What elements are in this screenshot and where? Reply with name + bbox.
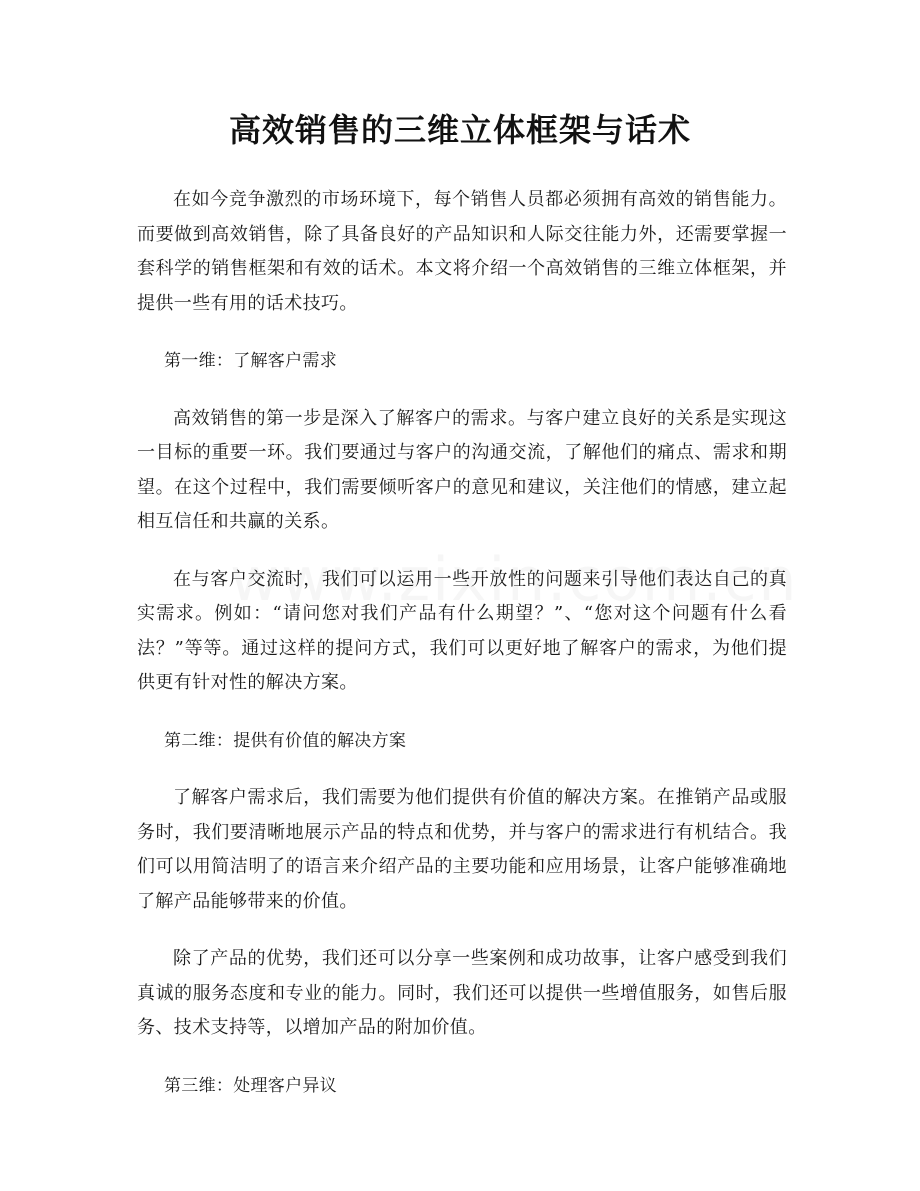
section-1-paragraph-1: 高效销售的第一步是深入了解客户的需求。与客户建立良好的关系是实现这一目标的重要一环。我们要通过与客户的沟通交流，了解他们的痛点、需求和期望。在这个过程中，我们需要倾听客户的意见和建议，关注他们的情感，建立起相互信任和共赢的关系。 (137, 407, 787, 532)
document-title: 高效销售的三维立体框架与话术 (228, 111, 691, 149)
document-body (137, 183, 787, 1126)
section-heading-2: 第二维：提供有价值的解决方案 (164, 730, 407, 751)
section-heading-3: 第三维：处理客户异议 (164, 1075, 337, 1096)
section-heading-1: 第一维：了解客户需求 (164, 351, 337, 371)
section-2-paragraph-1: 了解客户需求后，我们需要为他们提供有价值的解决方案。在推销产品或服务时，我们要清晰地展示产品的特点和优势，并与客户的需求进行有机结合。我们可以用简洁明了的语言来介绍产品的主要功能和应用场景，让客户能够准确地了解产品能够带来的价值。 (137, 787, 787, 912)
section-1-paragraph-2: 在与客户交流时，我们可以运用一些开放性的问题来引导他们表达自己的真实需求。例如：“请问您对我们产品有什么期望？”、“您对这个问题有什么看法？”等等。通过这样的提问方式，我们可以更好地了解客户的需求，为他们提供更有针对性的解决方案。 (137, 568, 787, 693)
section-2-paragraph-2: 除了产品的优势，我们还可以分享一些案例和成功故事，让客户感受到我们真诚的服务态度和专业的能力。同时，我们还可以提供一些增值服务，如售后服务、技术支持等，以增加产品的附加价值。 (137, 948, 787, 1038)
intro-paragraph: 在如今竞争激烈的市场环境下，每个销售人员都必须拥有高效的销售能力。而要做到高效销售，除了具备良好的产品知识和人际交往能力外，还需要掌握一套科学的销售框架和有效的话术。本文将介绍一个高效销售的三维立体框架，并提供一些有用的话术技巧。 (137, 189, 787, 314)
